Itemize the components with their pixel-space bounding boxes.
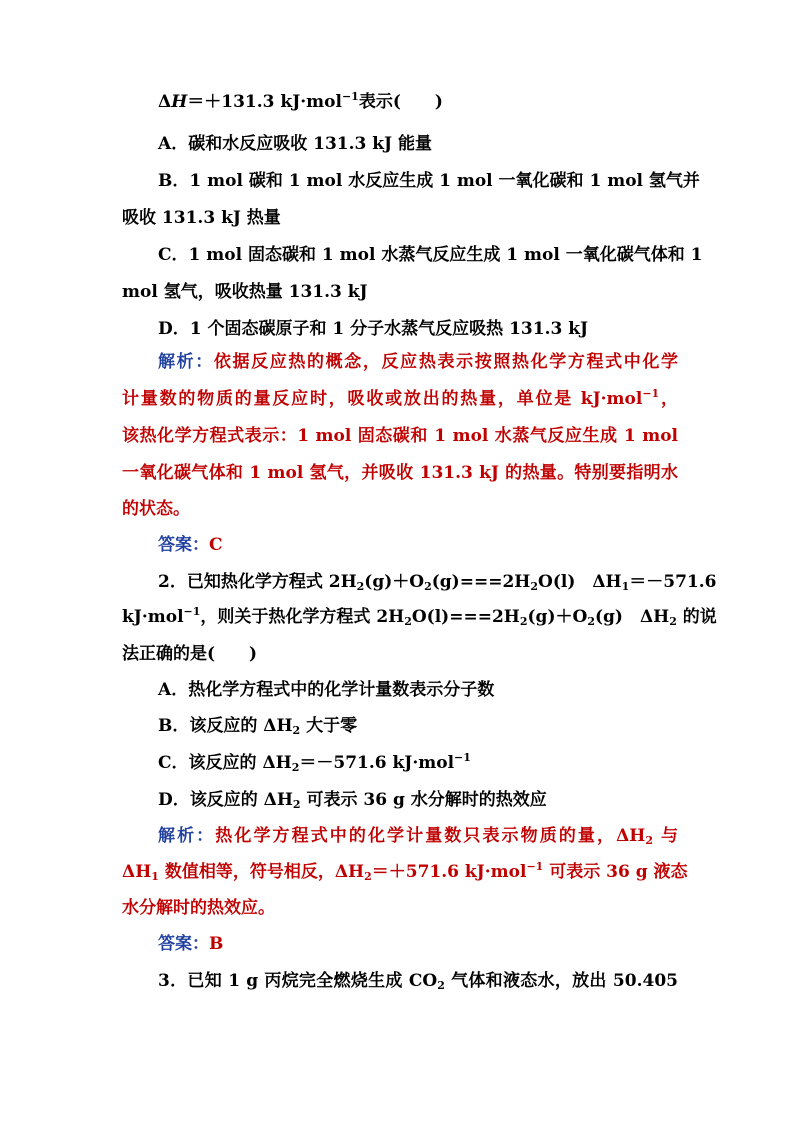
answer-value: C — [209, 535, 223, 555]
analysis-label: 解析： — [158, 826, 216, 846]
q3-stem: 3．已知 1 g 丙烷完全燃烧生成 $CO_2$ 气体和液态水，放出 50.405 — [158, 971, 678, 992]
q1-analysis-line4: 一氧化碳气体和 1 mol 氢气，并吸收 131.3 kJ 的热量。特别要指明水 — [122, 463, 678, 483]
q2-option-a: A．热化学方程式中的化学计量数表示分子数 — [158, 680, 495, 700]
q2-stem-line3: 法正确的是( ) — [122, 644, 258, 664]
q2-answer — [158, 932, 678, 956]
answer-label: 答案： — [158, 934, 209, 954]
q2-option-d: D．该反应的 $\Delta H_2$ 可表示 36 g 水分解时的热效应 — [158, 790, 547, 811]
q1-answer — [158, 533, 678, 557]
q2-analysis: 解析：热化学方程式中的化学计量数只表示物质的量，$\Delta H_2$ 与 — [158, 826, 678, 847]
q1-analysis-line2: 计量数的物质的量反应时，吸收或放出的热量，单位是 kJ·mol$^{-1}$， — [122, 387, 678, 409]
q1-analysis-line5: 的状态。 — [122, 499, 190, 519]
q1-option-c-cont: mol 氢气，吸收热量 131.3 kJ — [122, 282, 368, 302]
q1-analysis-line3: 该热化学方程式表示：1 mol 固态碳和 1 mol 水蒸气反应生成 1 mol — [122, 426, 678, 446]
q2-stem-line2: kJ·mol$^{-1}$，则关于热化学方程式 $2H_2O(l)===2H_2(g)+O_2(g)$ $\Delta H_2$ 的说 — [122, 605, 717, 628]
q1-option-d: D．1 个固态碳原子和 1 分子水蒸气反应吸热 131.3 kJ — [158, 319, 589, 339]
q2-option-b: B．该反应的 $\Delta H_2$ 大于零 — [158, 716, 358, 737]
q2-analysis-line3: 水分解时的热效应。 — [122, 898, 275, 918]
analysis-label: 解析： — [158, 352, 214, 372]
q1-option-c: C．1 mol 固态碳和 1 mol 水蒸气反应生成 1 mol 一氧化碳气体和 1 — [158, 245, 703, 265]
q2-stem: 2．已知热化学方程式 $2H_2(g)+O_2(g)===2H_2O(l)$ $\Delta H_1=-571.6$ — [158, 572, 717, 593]
q1-option-a: A．碳和水反应吸收 131.3 kJ 能量 — [158, 134, 433, 154]
q1-analysis: 解析：依据反应热的概念，反应热表示按照热化学方程式中化学 — [158, 352, 679, 372]
q2-option-c: C．该反应的 $\Delta H_2=-571.6$ kJ·mol$^{-1}$ — [158, 751, 471, 774]
answer-value: B — [209, 934, 224, 954]
q1-option-b: B．1 mol 碳和 1 mol 水反应生成 1 mol 一氧化碳和 1 mol 氢气并 — [158, 171, 700, 191]
answer-label: 答案： — [158, 535, 209, 555]
q1-option-b-cont: 吸收 131.3 kJ 热量 — [122, 208, 281, 228]
q1-stem: ΔH＝＋131.3 kJ·mol$^{-1}$表示( ) — [158, 90, 443, 112]
q2-analysis-line2: $\Delta H_1$ 数值相等，符号相反，$\Delta H_2=+571.6$ kJ·mol$^{-1}$ 可表示 36 g 液态 — [122, 860, 688, 883]
